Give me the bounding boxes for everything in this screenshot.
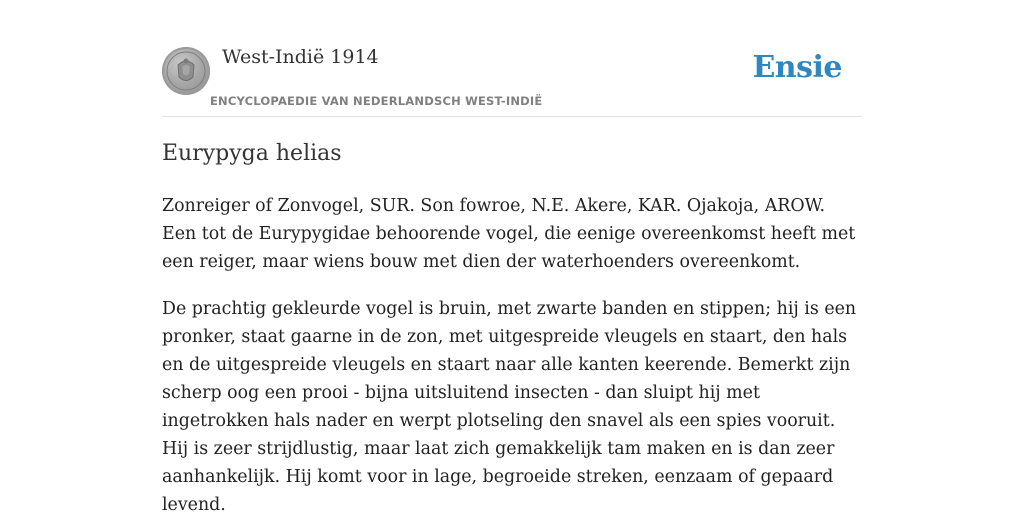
ensie-logo-link[interactable]: Ensie (752, 50, 842, 85)
coin-crest-icon[interactable] (162, 47, 210, 95)
entry-paragraph-1: Zonreiger of Zonvogel, SUR. Son fowroe, N.E. Akere, KAR. Ojakoja, AROW. Een tot de Eurypygidae behoorende vogel, die eenige overeenkomst heeft met een reiger, maar wiens bouw met dien der waterhoenders overeenkomt. (162, 196, 856, 272)
book-title-link[interactable]: West-Indië 1914 (222, 46, 379, 68)
book-subtitle: ENCYCLOPAEDIE VAN NEDERLANDSCH WEST-INDIË (210, 94, 543, 108)
entry-title: Eurypyga helias (162, 141, 342, 166)
page-container (162, 0, 862, 515)
entry-paragraph-2: De prachtig gekleurde vogel is bruin, met zwarte banden en stippen; hij is een pronker, staat gaarne in de zon, met uitgespreide vleugels en staart, den hals en de uitgespreide vleugels en staart naar alle kanten keerende. Bemerkt zijn scherp oog een prooi - bijna uitsluitend insecten - dan sluipt hij met ingetrokken hals nader en werpt plotseling den snavel als een spies vooruit. Hij is zeer strijdlustig, maar laat zich gemakkelijk tam maken en is dan zeer aanhankelijk. Hij komt voor in lage, begroeide streken, eenzaam of gepaard levend. (162, 299, 857, 515)
page-header (162, 0, 862, 117)
